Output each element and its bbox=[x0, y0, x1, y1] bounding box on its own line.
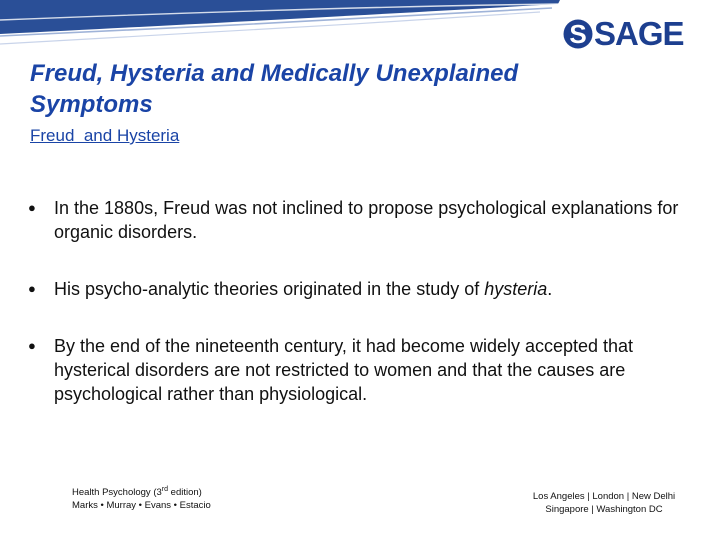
sage-s-mark-icon bbox=[563, 16, 593, 52]
page-subtitle: Freud and Hysteria bbox=[30, 126, 180, 145]
locations-line-2: Singapore | Washington DC bbox=[545, 504, 663, 515]
locations-line-1: Los Angeles | London | New Delhi bbox=[532, 491, 676, 502]
bullet-text-before: His psycho-analytic theories originated in the study of bbox=[54, 279, 485, 299]
bullet-list bbox=[28, 196, 688, 406]
edition-superscript: rd bbox=[161, 485, 169, 493]
svg-text:S: S bbox=[569, 19, 587, 49]
logo-text: SAGE bbox=[594, 15, 684, 52]
book-edition: edition) bbox=[168, 487, 202, 498]
bullet-text: In the 1880s, Freud was not inclined to propose psychological explanations for organic disorders. bbox=[54, 198, 679, 242]
sage-logo bbox=[563, 16, 684, 52]
book-title: Health Psychology (3 bbox=[72, 487, 162, 498]
bullet-emphasis: hysteria bbox=[484, 279, 548, 299]
bullet-text bbox=[54, 277, 552, 301]
header-swoosh bbox=[0, 0, 560, 48]
bullet-dot-icon: ● bbox=[28, 281, 36, 296]
book-authors: Marks • Murray • Evans • Estacio bbox=[72, 500, 211, 511]
bullet-text-after: . bbox=[547, 279, 553, 299]
publisher-locations bbox=[516, 490, 692, 516]
bullet-dot-icon: ● bbox=[28, 200, 36, 215]
bullet-item bbox=[28, 196, 688, 244]
bullet-dot-icon: ● bbox=[28, 338, 36, 353]
bullet-text: By the end of the nineteenth century, it had become widely accepted that hysterical disorders are not restricted to women and that the causes are psychological rather than physiological. bbox=[54, 336, 634, 404]
bullet-item bbox=[28, 334, 688, 406]
book-citation bbox=[72, 486, 211, 512]
page-title: Freud, Hysteria and Medically Unexplained Symptoms bbox=[30, 60, 519, 118]
bullet-item bbox=[28, 277, 688, 301]
book-title-line bbox=[72, 486, 211, 499]
